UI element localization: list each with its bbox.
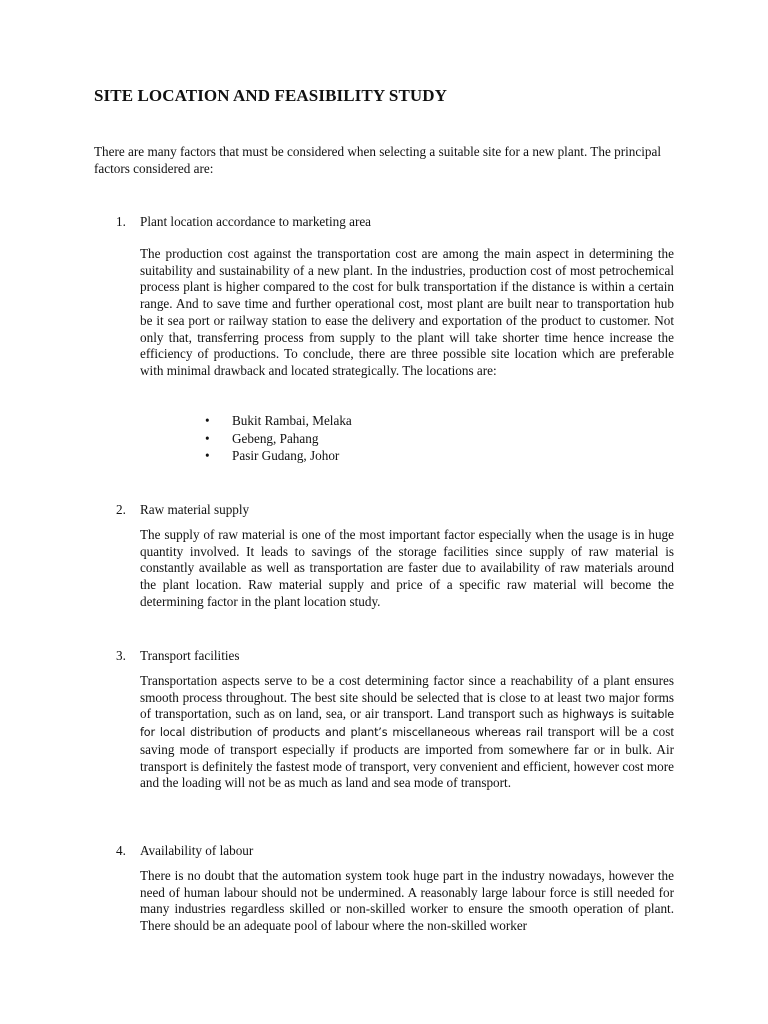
section-number: 1. (116, 214, 126, 229)
paragraph-text: highways is suitable for local distribution of products and plant’s miscellaneous whereas rail (140, 708, 675, 740)
section-heading: Plant location accordance to marketing area (140, 214, 372, 229)
page-title: SITE LOCATION AND FEASIBILITY STUDY (94, 86, 448, 105)
section-paragraph: The production cost against the transportation cost are among the main aspect in determining the suitability and sustainability of a new plant. In the industries, production cost of most petrochemical process plant is higher compared to the cost for bulk transportation if the distance is within a certain range. And to save time and further operational cost, most plant are built near to transportation hub be it sea port or railway station to ease the delivery and exportation of the product to customer. Not only that, transferring process from supply to the plant will take shorter time hence increase the efficiency of productions. To conclude, there are three possible site location which are preferable with minimal drawback and located strategically. The locations are: (140, 246, 674, 378)
section-number: 4. (116, 843, 126, 858)
section-heading: Transport facilities (140, 648, 240, 663)
paragraph-text: Transportation aspects serve to be a cost determining factor since a reachability of a plant ensures smooth process throughout. The best site should be selected that is close to at least two major forms of transportation, such as on land, sea, or air transport. Land transport such as (140, 673, 674, 722)
paragraph-text: transport will be a cost saving mode of transport especially if products are imported from somewhere far or in bulk. Air transport is definitely the fastest mode of transport, very convenient and efficient, however cost more and the loading will not be as much as land and sea mode of transport. (140, 724, 675, 791)
intro-paragraph: There are many factors that must be considered when selecting a suitable site for a new plant. The principal factors considered are: (94, 144, 661, 176)
section-paragraph (140, 673, 674, 792)
list-item: • Pasir Gudang, Johor (205, 447, 352, 465)
list-item: • Bukit Rambai, Melaka (205, 412, 352, 430)
list-item: • Gebeng, Pahang (205, 430, 352, 448)
section-number: 2. (116, 502, 126, 517)
section-heading: Raw material supply (140, 502, 250, 517)
section-paragraph: There is no doubt that the automation system took huge part in the industry nowadays, however the need of human labour should not be undermined. A reasonably large labour force is still needed for many industries regardless skilled or non-skilled worker to ensure the smooth operation of plant. There should be an adequate pool of labour where the non-skilled worker (140, 868, 674, 934)
section-heading: Availability of labour (140, 843, 254, 858)
section-number: 3. (116, 648, 126, 663)
location-list (205, 412, 352, 465)
section-paragraph: The supply of raw material is one of the most important factor especially when the usage is in huge quantity involved. It leads to savings of the storage facilities since supply of raw material is constantly available as well as transportation are faster due to availability of raw materials around the plant location. Raw material supply and price of a specific raw material will become the determining factor in the plant location study. (140, 527, 674, 609)
